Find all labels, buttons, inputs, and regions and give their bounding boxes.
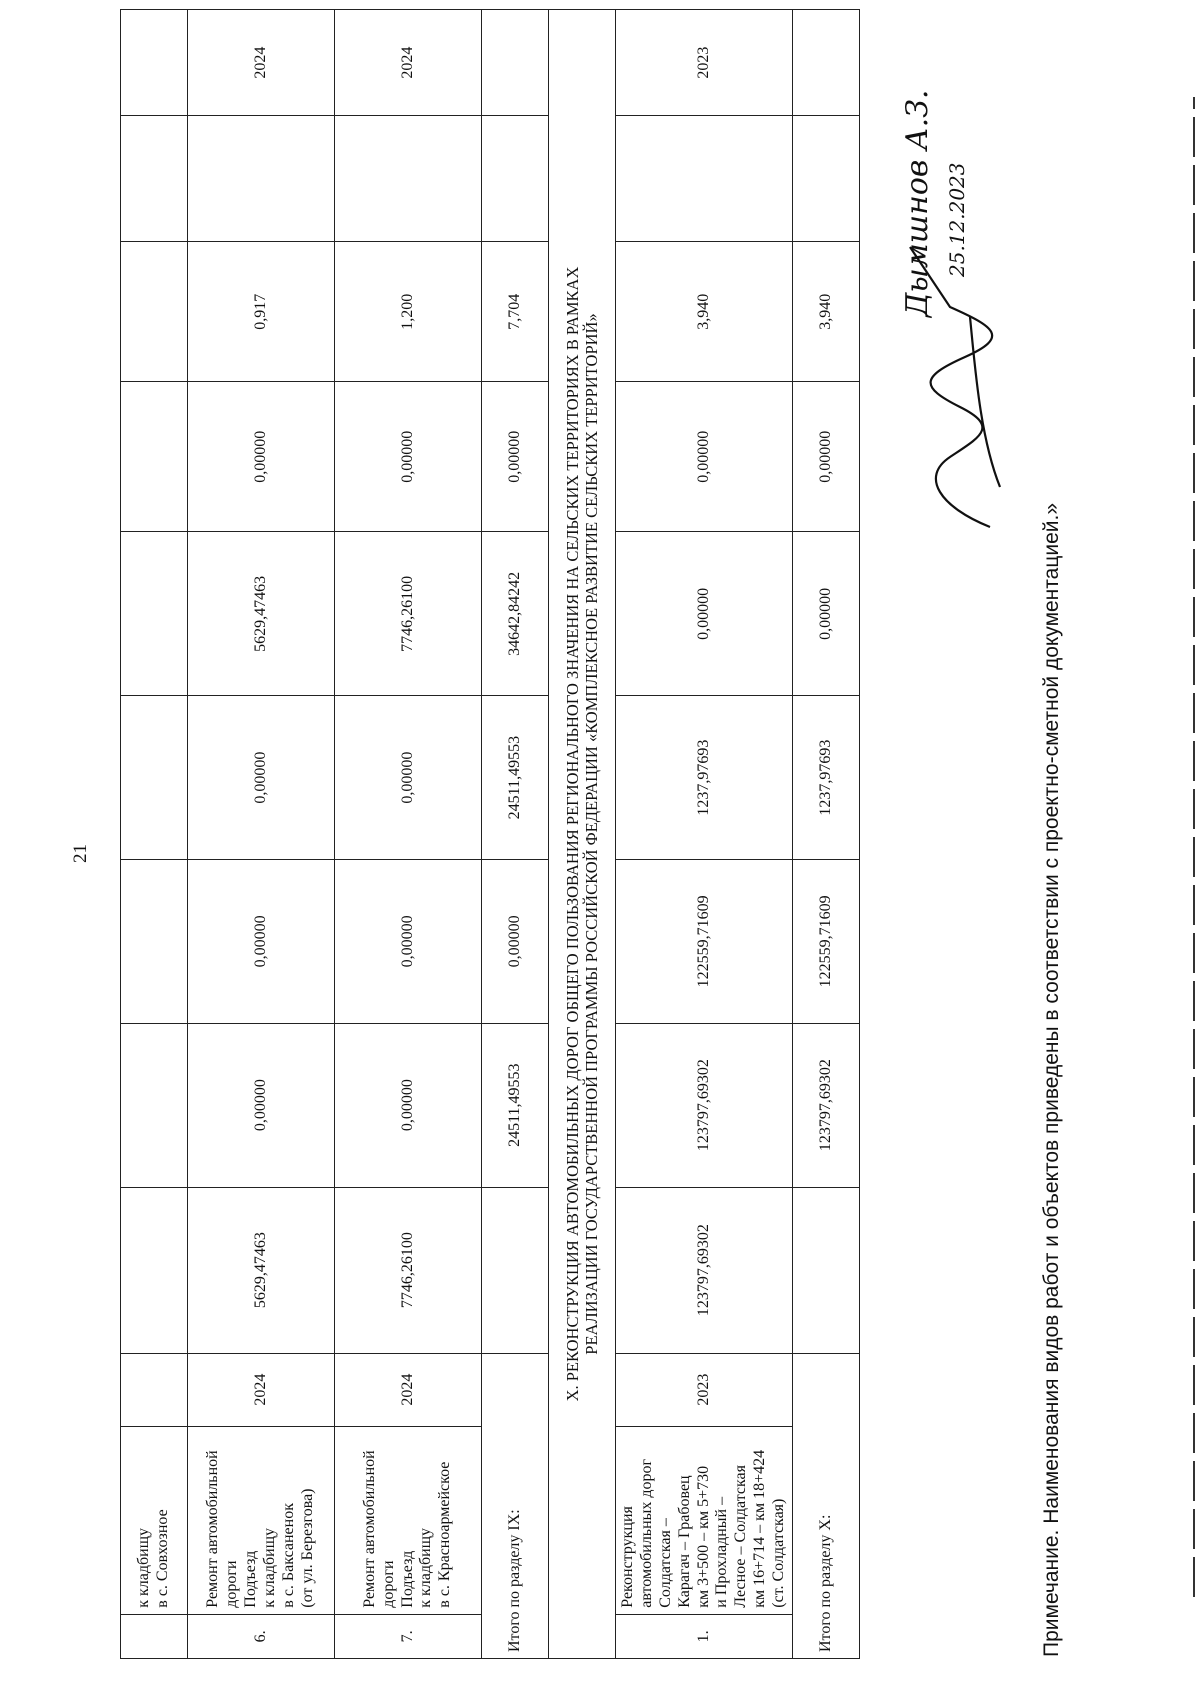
object-name-line: в с. Совхозное [154,1509,171,1608]
value-cell: 0,00000 [335,860,482,1024]
section-header-row [549,10,616,1659]
year-end-cell: 2023 [616,10,793,116]
value-cell: 0,00000 [335,381,482,532]
value-cell: 5629,47463 [188,1187,335,1353]
object-name-line: к кладбищу [261,1527,278,1608]
footnote: Примечание. Наименования видов работ и объектов приведены в соответствии с проектно-сметной документацией.» [1040,502,1063,1657]
year-end-cell: 2024 [188,10,335,116]
object-name-line: к кладбищу [417,1527,435,1608]
row-number: 1. [616,1614,793,1658]
value-cell: 1,200 [335,242,482,381]
object-name-line: Солдатская – [656,1518,674,1608]
object-name-line: км 3+500 – км 5+730 [694,1465,712,1608]
value-cell: 3,940 [793,242,860,381]
year-cell: 2024 [188,1353,335,1426]
table-row [121,10,188,1659]
total-label: Итого по разделу IX: [482,1353,549,1658]
object-name-line: Карагач – Грабовец [675,1475,693,1608]
total-row-x [793,10,860,1659]
object-name-line: дороги [223,1560,241,1608]
value-cell: 7746,26100 [335,1187,482,1353]
row-number: 7. [335,1614,482,1658]
value-cell [482,1187,549,1353]
row-number: 6. [188,1614,335,1658]
value-cell: 122559,71609 [793,860,860,1024]
year-cell: 2023 [616,1353,793,1426]
value-cell: 0,00000 [793,381,860,532]
section-title-line: РЕАЛИЗАЦИИ ГОСУДАРСТВЕННОЙ ПРОГРАММЫ РОССИЙСКОЙ ФЕДЕРАЦИИ «КОМПЛЕКСНОЕ РАЗВИТИЕ СЕЛЬСКИХ ТЕРРИТОРИЙ» [582,313,601,1355]
value-cell: 0,00000 [188,1023,335,1187]
object-name-line: к кладбищу [135,1527,153,1608]
row-number [121,1614,188,1658]
signature-date: 25.12.2023 [945,162,969,277]
value-cell [121,696,188,860]
value-cell: 1237,97693 [793,696,860,860]
object-name-line: в с. Баксаненок [279,1503,297,1608]
value-cell: 24511,49553 [482,1023,549,1187]
value-cell [793,1187,860,1353]
object-name-line: Ремонт автомобильной [360,1450,378,1608]
object-name-line: км 16+714 – км 18+424 [751,1449,769,1608]
value-cell: 123797,69302 [616,1023,793,1187]
value-cell: 24511,49553 [482,696,549,860]
object-name-line: автомобильных дорог [637,1458,655,1608]
value-cell: 123797,69302 [793,1023,860,1187]
value-cell: 34642,84242 [482,532,549,696]
object-name-line: в с. Красноармейское [436,1461,454,1608]
table-row [188,10,335,1659]
section-title [549,10,616,1659]
value-cell: 3,940 [616,242,793,381]
page-number: 21 [70,844,91,863]
value-cell [482,116,549,242]
value-cell: 0,00000 [616,532,793,696]
budget-table [120,9,860,1659]
object-name [188,1426,335,1614]
value-cell [616,116,793,242]
table-row [335,10,482,1659]
table-row [616,10,793,1659]
signature-name: Дымшнов А.З. [900,89,935,317]
value-cell: 0,00000 [335,1023,482,1187]
value-cell: 122559,71609 [616,860,793,1024]
object-name-line: Ремонт автомобильной [204,1450,222,1608]
value-cell: 7746,26100 [335,532,482,696]
object-name [121,1426,188,1614]
value-cell: 0,00000 [793,532,860,696]
object-name-line: Лесное – Солдатская [732,1464,750,1608]
object-name-line: Подъезд [242,1550,260,1608]
object-name [335,1426,482,1614]
value-cell [335,116,482,242]
value-cell [121,242,188,381]
value-cell: 0,917 [188,242,335,381]
object-name-line: (от ул. Березгова) [298,1488,316,1608]
value-cell [121,860,188,1024]
year-cell [121,1353,188,1426]
object-name-line: и Прохладный – [713,1496,731,1608]
total-label: Итого по разделу X: [793,1353,860,1658]
total-row-ix [482,10,549,1659]
value-cell [188,116,335,242]
value-cell [121,532,188,696]
value-cell [793,116,860,242]
year-end-cell [793,10,860,116]
bottom-border-line [1193,97,1195,1597]
section-title-line: X. РЕКОНСТРУКЦИЯ АВТОМОБИЛЬНЫХ ДОРОГ ОБЩЕГО ПОЛЬЗОВАНИЯ РЕГИОНАЛЬНОГО ЗНАЧЕНИЯ НА СЕЛЬСКИХ ТЕРРИТОРИЯХ В РАМКАХ [562,266,582,1402]
value-cell: 0,00000 [188,381,335,532]
value-cell: 0,00000 [616,381,793,532]
value-cell [121,1023,188,1187]
year-end-cell: 2024 [335,10,482,116]
value-cell [121,381,188,532]
object-name-line: Реконструкция [619,1506,637,1608]
value-cell: 7,704 [482,242,549,381]
value-cell: 123797,69302 [616,1187,793,1353]
value-cell: 0,00000 [482,381,549,532]
object-name-line: дороги [379,1560,397,1608]
year-end-cell [482,10,549,116]
object-name-line: (ст. Солдатская) [770,1498,788,1608]
year-cell: 2024 [335,1353,482,1426]
value-cell: 0,00000 [335,696,482,860]
value-cell [121,1187,188,1353]
value-cell: 0,00000 [482,860,549,1024]
value-cell: 1237,97693 [616,696,793,860]
value-cell: 5629,47463 [188,532,335,696]
year-end-cell [121,10,188,116]
value-cell: 0,00000 [188,696,335,860]
value-cell [121,116,188,242]
object-name-line: Подъезд [398,1550,416,1608]
object-name [616,1426,793,1614]
value-cell: 0,00000 [188,860,335,1024]
